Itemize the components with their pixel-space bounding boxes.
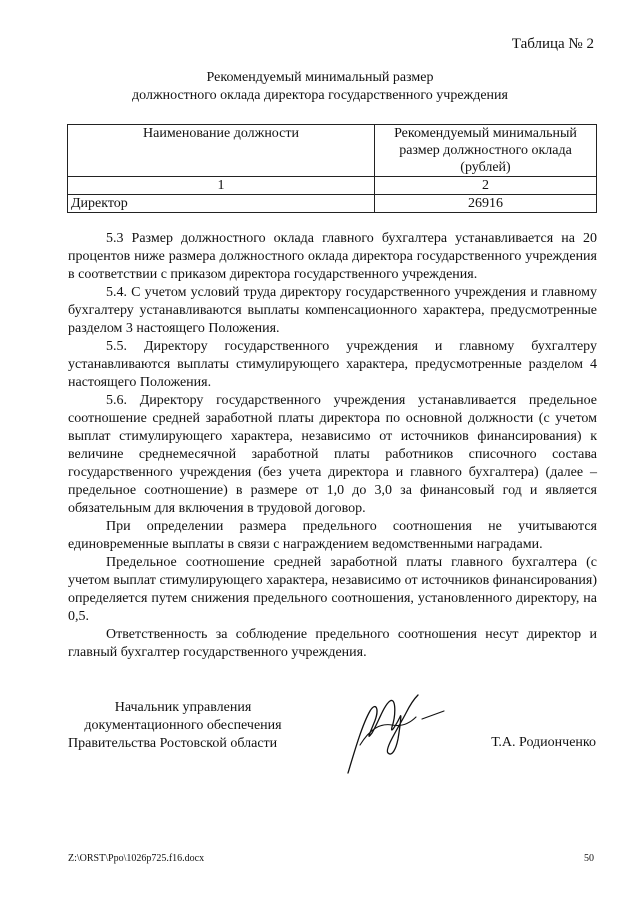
- signer-title: [68, 699, 298, 753]
- column-header-position: Наименование должности: [68, 125, 375, 177]
- footer-file-path: Z:\ORST\Ppo\1026p725.f16.docx: [68, 853, 205, 864]
- column-number-2: 2: [375, 177, 597, 195]
- signer-name: Т.А. Родионченко: [491, 735, 596, 750]
- table-row: [68, 195, 597, 213]
- paragraph-responsibility: Ответственность за соблюдение предельного соотношения несут директор и главный бухгалтер государственного учреждения.: [68, 627, 597, 660]
- column-header-salary: [375, 125, 597, 177]
- cell-position: Директор: [68, 195, 375, 213]
- table-number: Таблица № 2: [511, 36, 594, 52]
- paragraph-5-3: 5.3 Размер должностного оклада главного бухгалтера устанавливается на 20 процентов ниже размера должностного оклада директора государственного учреждения в соответствии с приказом директора государственного учреждения.: [68, 231, 597, 282]
- paragraph-chief-accountant-ratio: Предельное соотношение средней заработной платы главного бухгалтера (с учетом выплат стимулирующего характера, независимо от источников финансирования) определяется путем снижения предельного соотношения, установленного директору, на 0,5.: [68, 555, 597, 624]
- handwritten-signature: [340, 683, 450, 778]
- table-title-line2: должностного оклада директора государственного учреждения: [132, 88, 508, 103]
- table-title-line1: Рекомендуемый минимальный размер: [206, 70, 434, 85]
- footer-page-number: 50: [584, 853, 594, 864]
- salary-table: [67, 124, 597, 213]
- column-header-salary-line2: размер должностного оклада: [399, 143, 572, 158]
- paragraph-one-time-payments: При определении размера предельного соотношения не учитываются единовременные выплаты в связи с награждением ведомственными наградами.: [68, 519, 597, 552]
- signer-title-line1: Начальник управления: [114, 700, 252, 715]
- cell-salary: 26916: [375, 195, 597, 213]
- signer-title-line2: документационного обеспечения: [84, 718, 282, 733]
- column-number-1: 1: [68, 177, 375, 195]
- column-header-salary-line3: (рублей): [460, 160, 511, 175]
- table-header-row: [68, 125, 597, 177]
- paragraph-5-6: 5.6. Директору государственного учреждения устанавливается предельное соотношение средней заработной платы директора по основной должности (с учетом выплат стимулирующего характера, независимо от источников финансирования) к величине среднемесячной заработной платы работников списочного состава государственного учреждения (без учета директора и главного бухгалтера) (далее – предельное соотношение) в размере от 1,0 до 3,0 за финансовый год и является обязательным для включения в трудовой договор.: [68, 393, 597, 516]
- signer-title-line3: Правительства Ростовской области: [68, 736, 278, 751]
- paragraph-5-4: 5.4. С учетом условий труда директору государственного учреждения и главному бухгалтеру устанавливаются выплаты компенсационного характера, предусмотренные разделом 3 настоящего Положения.: [68, 285, 597, 336]
- body-text: [68, 230, 597, 662]
- column-header-salary-line1: Рекомендуемый минимальный: [394, 126, 577, 141]
- table-number-row: [68, 177, 597, 195]
- table-title: [0, 69, 640, 105]
- paragraph-5-5: 5.5. Директору государственного учреждения и главному бухгалтеру устанавливаются выплаты стимулирующего характера, предусмотренные разделом 4 настоящего Положения.: [68, 339, 597, 390]
